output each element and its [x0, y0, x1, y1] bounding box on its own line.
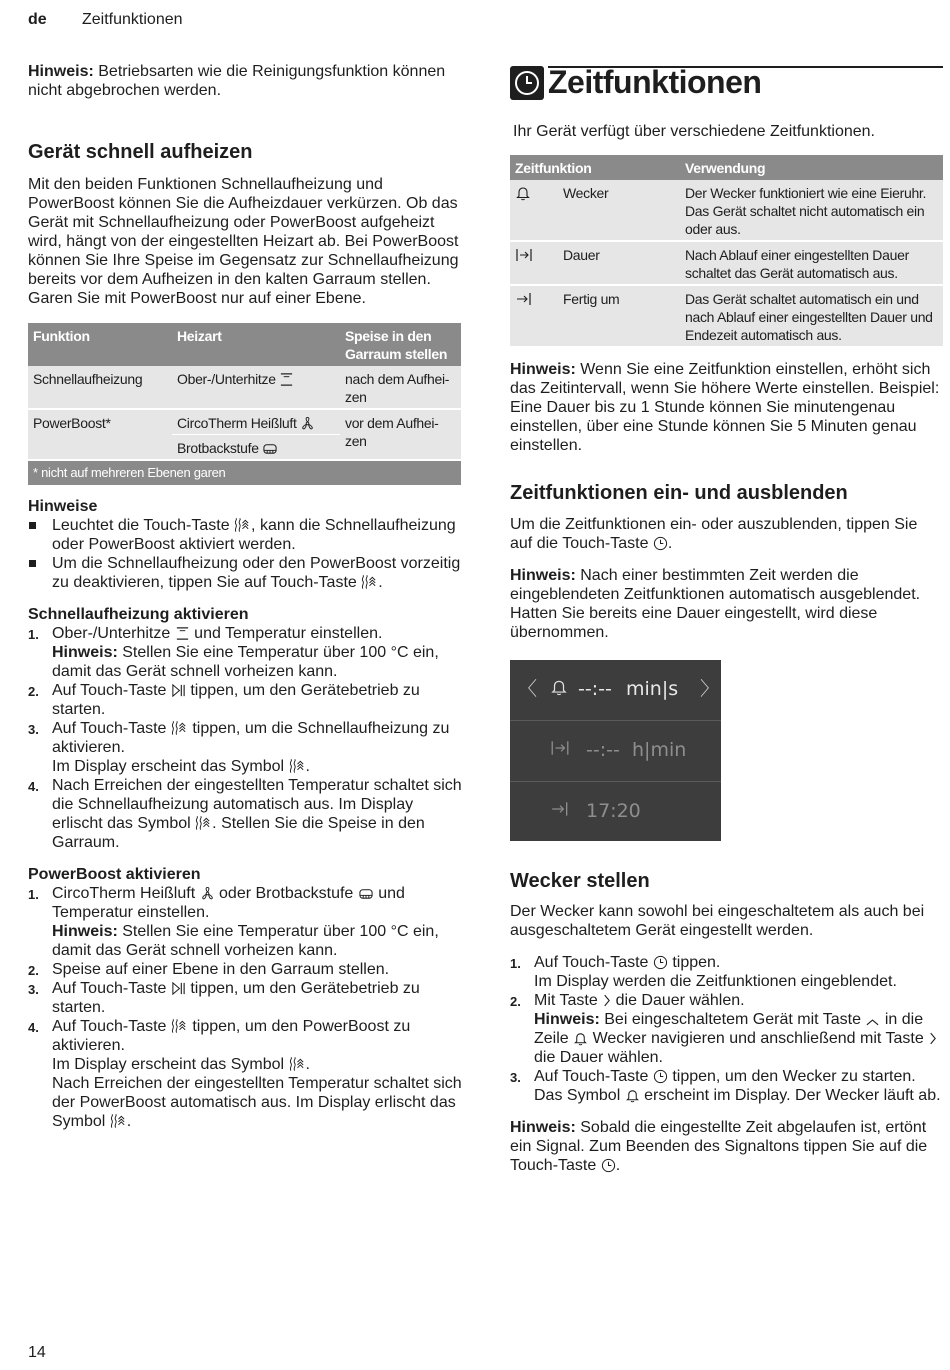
heading-wecker-stellen: Wecker stellen: [510, 870, 650, 892]
step-item: 3. Auf Touch-Taste tippen, um die Schnellaufheizung zu aktivieren. Im Display erscheint das Symbol .: [28, 720, 450, 775]
step-item: 1. Auf Touch-Taste tippen. Im Display werden die Zeitfunktionen eingeblendet.: [510, 954, 897, 990]
table-row: Dauer Nach Ablauf einer eingestellten Dauer schaltet das Gerät automatisch aus.: [510, 241, 943, 285]
fast-heat-icon: [289, 1056, 306, 1072]
step-item: 1. Ober-/Unterhitze und Temperatur einstellen. Hinweis: Stellen Sie eine Temperatur über 100 °C ein, damit das Gerät schnell vorheizen kann.: [28, 625, 439, 680]
step-item: 2. Speise auf einer Ebene in den Garraum stellen.: [28, 961, 390, 978]
chevron-right-icon: [602, 993, 611, 1008]
clock-icon: [653, 1069, 668, 1084]
display-end-time-value: 17:20: [586, 800, 641, 822]
chevron-right-icon: [928, 1031, 937, 1046]
table-header-row: [28, 323, 461, 366]
powerboost-steps: [28, 884, 462, 1131]
heading-hinweise: Hinweise: [28, 498, 98, 515]
table-row: Brotbackstufe: [28, 435, 461, 461]
bell-icon: [515, 185, 531, 201]
top-bottom-heat-icon: [279, 372, 294, 387]
fast-heat-icon: [171, 1018, 188, 1034]
heading-schnellaufheizung-aktivieren: Schnellaufheizung aktivieren: [28, 606, 249, 623]
top-bottom-heat-icon: [175, 626, 190, 641]
table-row: Fertig um Das Gerät schaltet automatisch ein und nach Ablauf einer eingestellten Dauer und Endezeit automatisch aus.: [510, 285, 943, 347]
display-timer-unit: min|s: [626, 678, 679, 700]
language-code: de: [28, 11, 47, 28]
display-row-duration: [510, 721, 721, 782]
intro-paragraph-fast-heat: Mit den beiden Funktionen Schnellaufheizung und PowerBoost können Sie die Aufheizdauer verkürzen. Ob das Gerät mit Schnellaufheizung oder PowerBoost aufgeheizt wird, hängt von der eingestellten Heizart ab. Bei PowerBoost können Sie Ihre Speise im Gegensatz zur Schnellaufheizung bereits vor dem Aufheizen in den kalten Garraum stellen. Garen Sie mit PowerBoost nur auf einer Ebene.: [28, 176, 459, 307]
section-title-block: [510, 62, 943, 102]
duration-icon: [515, 247, 533, 263]
table-header-row: [510, 155, 943, 180]
display-duration-unit: h|min: [632, 739, 687, 761]
bell-icon: [573, 1031, 588, 1046]
note-cannot-abort: Hinweis: Betriebsarten wie die Reinigungsfunktion können nicht abgebrochen werden.: [28, 63, 446, 99]
left-column: [28, 62, 462, 1131]
step-item: 3. Auf Touch-Taste tippen, um den Gerätebetrieb zu starten.: [28, 980, 420, 1016]
page-title: Zeitfunktionen: [548, 64, 762, 100]
fast-heat-icon: [289, 758, 306, 774]
display-nav-left[interactable]: 〈: [518, 678, 538, 700]
display-row-timer: [510, 660, 721, 721]
fast-heat-icon: [110, 1113, 127, 1129]
note-auto-hide: Hinweis: Nach einer bestimmten Zeit werden die eingeblendeten Zeitfunktionen automatisch ausgeblendet. Hatten Sie bereits eine Dauer eingestellt, wird diese übernommen.: [510, 567, 921, 641]
fast-heat-table: [28, 323, 461, 485]
col-header-zeitfunktion: Zeitfunktion: [510, 155, 680, 180]
display-row-end-time: [510, 782, 721, 842]
fast-heat-icon: [234, 517, 251, 533]
step-item: 2. Auf Touch-Taste tippen, um den Gerätebetrieb zu starten.: [28, 682, 420, 718]
end-time-icon: [515, 291, 533, 307]
start-stop-icon: [171, 981, 186, 996]
step-item: 1. CircoTherm Heißluft oder Brotbackstufe und Temperatur einstellen. Hinweis: Stellen Sie eine Temperatur über 100 °C ein, damit das Gerät schnell vorheizen kann.: [28, 885, 439, 959]
table-row: PowerBoost* CircoTherm Heißluft vor dem Aufhei-zen: [28, 409, 461, 435]
fast-heat-icon: [361, 574, 378, 590]
bell-icon: [550, 678, 568, 696]
hinweise-list: [28, 516, 462, 592]
heading-powerboost-aktivieren: PowerBoost aktivieren: [28, 866, 201, 883]
bread-baking-icon: [262, 441, 278, 456]
display-nav-right[interactable]: 〉: [700, 678, 720, 700]
oven-display: [510, 660, 721, 841]
display-duration-value: --:--: [586, 739, 620, 761]
fast-heat-icon: [195, 815, 212, 831]
list-item: Leuchtet die Touch-Taste , kann die Schnellaufheizung oder PowerBoost aktiviert werden.: [28, 516, 462, 554]
clock-icon: [510, 66, 544, 100]
step-item: 4. Auf Touch-Taste tippen, um den PowerBoost zu aktivieren. Im Display erscheint das Symbol . Nach Erreichen der eingestellten Temperatur schaltet sich der PowerBoost automatisch aus. Im Display erlischt das Symbol .: [28, 1018, 462, 1130]
start-stop-icon: [171, 683, 186, 698]
circotherm-fan-icon: [200, 886, 215, 901]
step-item: 3. Auf Touch-Taste tippen, um den Wecker zu starten. Das Symbol erscheint im Display. Der Wecker läuft ab.: [510, 1068, 941, 1104]
note-signal: Hinweis: Sobald die eingestellte Zeit abgelaufen ist, ertönt ein Signal. Zum Beenden des Signaltons tippen Sie auf die Touch-Taste .: [510, 1119, 928, 1174]
para-wecker: Der Wecker kann sowohl bei eingeschaltetem als auch bei ausgeschaltetem Gerät eingestellt werden.: [510, 903, 925, 939]
heading-geraet-schnell-aufheizen: Gerät schnell aufheizen: [28, 141, 253, 163]
col-header-heizart: Heizart: [172, 323, 340, 366]
bell-icon: [625, 1088, 640, 1103]
wecker-steps: [510, 953, 943, 1105]
para-ein-ausblenden: Um die Zeitfunktionen ein- oder auszublenden, tippen Sie auf die Touch-Taste .: [510, 516, 918, 552]
page-number: 14: [28, 1344, 46, 1361]
list-item: Um die Schnellaufheizung oder den PowerBoost vorzeitig zu deaktivieren, tippen Sie auf Touch-Taste .: [28, 554, 462, 592]
step-item: 2. Mit Taste die Dauer wählen. Hinweis: Bei eingeschaltetem Gerät mit Taste in die Zeile Wecker navigieren und anschließend mit Taste die Dauer wählen.: [510, 991, 943, 1067]
chevron-up-icon: [865, 1017, 880, 1027]
step-item: 4. Nach Erreichen der eingestellten Temperatur schaltet sich die Schnellaufheizung automatisch aus. Im Display erlischt das Symbol . Stellen Sie die Speise in den Garraum.: [28, 777, 462, 851]
end-time-icon: [550, 800, 570, 818]
heading-ein-ausblenden: Zeitfunktionen ein- und ausblenden: [510, 482, 848, 504]
note-time-interval: Hinweis: Wenn Sie eine Zeitfunktion einstellen, erhöht sich das Zeitintervall, wenn Sie höhere Werte einstellen. Beispiel: Eine Dauer bis zu 1 Stunde können Sie minutengenau einstellen, über eine Stunde können Sie 5 Minuten genau einstellen.: [510, 361, 940, 454]
col-header-funktion: Funktion: [28, 323, 172, 366]
circotherm-fan-icon: [300, 416, 315, 431]
schnellaufheizung-steps: [28, 624, 462, 852]
duration-icon: [550, 739, 570, 757]
col-header-speise: Speise in den Garraum stellen: [340, 323, 461, 366]
time-functions-table: [510, 155, 943, 348]
intro-time-functions: Ihr Gerät verfügt über verschiedene Zeitfunktionen.: [513, 123, 875, 140]
right-column: [510, 62, 943, 1175]
clock-icon: [653, 536, 668, 551]
clock-icon: [601, 1158, 616, 1173]
table-row: Wecker Der Wecker funktioniert wie eine Eieruhr. Das Gerät schaltet nicht automatisch ein oder aus.: [510, 180, 943, 241]
clock-icon: [653, 955, 668, 970]
bread-baking-icon: [358, 886, 374, 901]
display-timer-value: --:--: [578, 678, 612, 700]
running-header-title: Zeitfunktionen: [82, 11, 183, 28]
col-header-verwendung: Verwendung: [680, 155, 943, 180]
table-footnote-row: * nicht auf mehreren Ebenen garen: [28, 460, 461, 485]
table-row: Schnellaufheizung Ober-/Unterhitze nach dem Aufhei-zen: [28, 366, 461, 409]
fast-heat-icon: [171, 720, 188, 736]
